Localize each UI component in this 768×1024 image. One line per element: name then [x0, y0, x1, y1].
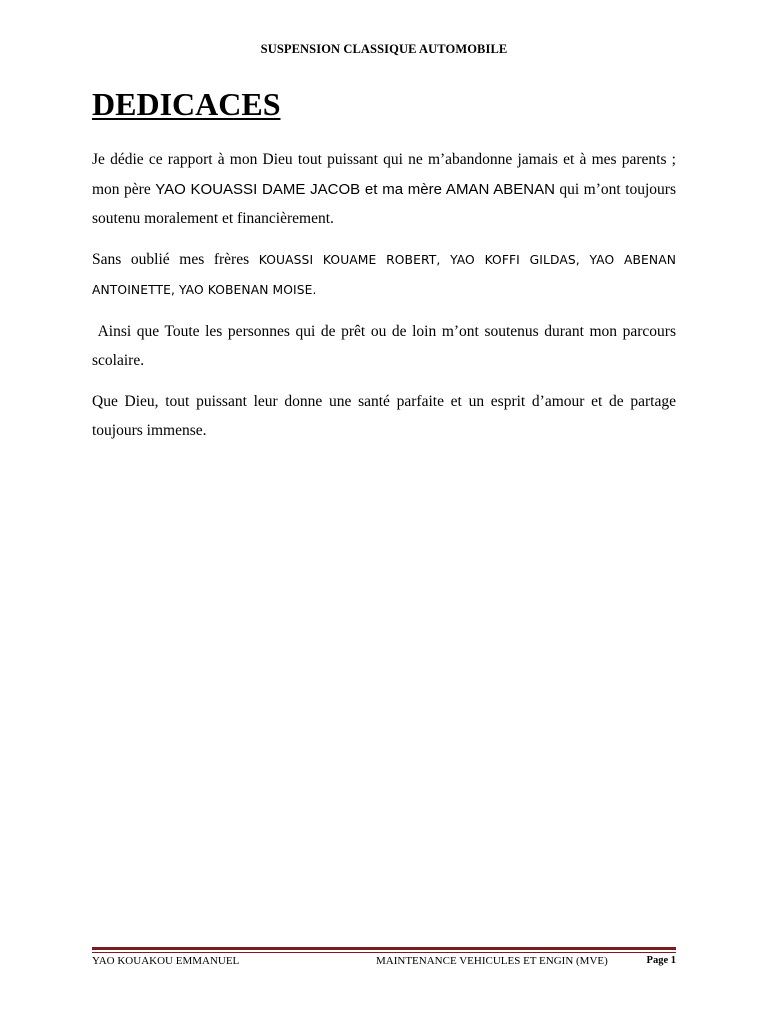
footer-page-number: Page 1: [646, 955, 676, 966]
dedication-paragraph-3: Ainsi que Toute les personnes qui de prêt ou de loin m’ont soutenus durant mon parcours scolaire.: [92, 322, 680, 369]
paragraph-2-text-start: Sans oublié mes frères: [92, 250, 259, 268]
parents-names: YAO KOUASSI DAME JACOB et ma mère AMAN ABENAN: [155, 180, 555, 198]
dedication-paragraph-4: Que Dieu, tout puissant leur donne une santé parfaite et un esprit d’amour et de partage toujours immense.: [92, 392, 676, 439]
footer-author: YAO KOUAKOU EMMANUEL: [92, 955, 240, 967]
page-header: SUSPENSION CLASSIQUE AUTOMOBILE: [260, 42, 508, 56]
dedication-paragraph-2: [92, 245, 676, 306]
footer-program: MAINTENANCE VEHICULES ET ENGIN (MVE): [376, 955, 608, 967]
siblings-names: KOUASSI KOUAME ROBERT, YAO KOFFI GILDAS, YAO ABENAN ANTOINETTE, YAO KOBENAN MOISE.: [92, 252, 677, 297]
footer-rule-thick: [92, 947, 676, 950]
document-body: [92, 145, 680, 457]
paragraph-1-text-start: Je dédie ce rapport à mon Dieu tout puissant qui ne m’abandonne jamais et à mes parents ; mon père: [92, 151, 676, 198]
page-footer: [92, 954, 676, 970]
page-title: DEDICACES: [92, 86, 281, 122]
dedication-paragraph-1: [92, 145, 676, 234]
paragraph-1-text-end: qui m’ont toujours soutenu moralement et financièrement.: [92, 180, 676, 227]
footer-rule-thin: [92, 952, 676, 953]
